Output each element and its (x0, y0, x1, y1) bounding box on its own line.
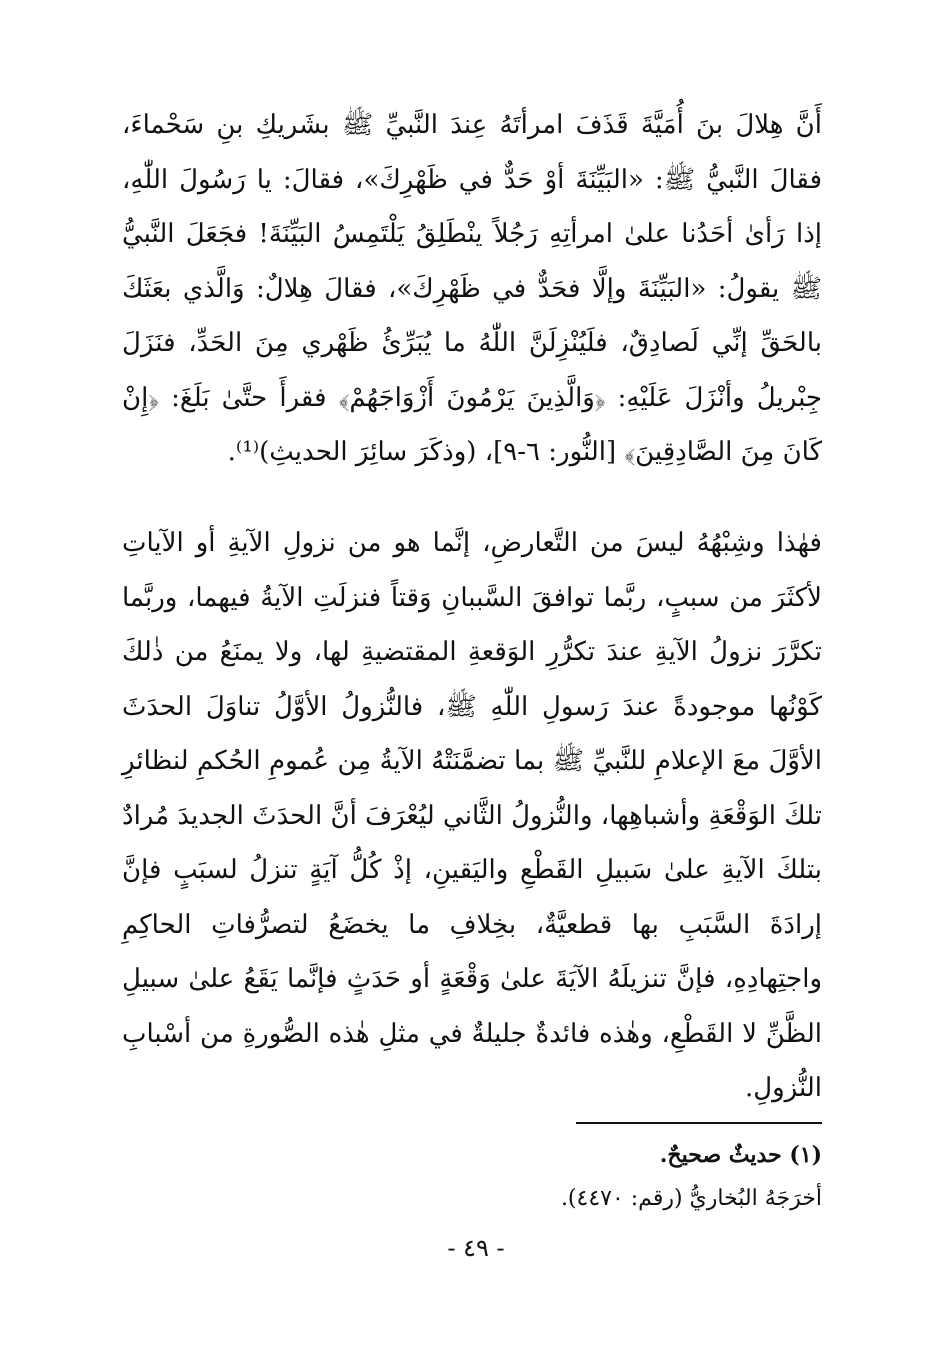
footnote-1-title: (١) حديثٌ صحيحٌ. (659, 1142, 822, 1168)
footnotes-section (122, 1133, 822, 1221)
body-paragraph-hadith: أَنَّ هِلالَ بنَ أُمَيَّةَ قَذَفَ امرأتَهُ عِندَ النَّبيِّ ﷺ بشَريكِ بنِ سَحْماءَ، فقالَ النَّبيُّ ﷺ: «البَيِّنَةَ أوْ حَدٌّ في ظَهْرِكَ»، فقالَ: يا رَسُولَ اللّٰهِ، إذا رَأىٰ أحَدُنا علىٰ امرأتِهِ رَجُلاً ينْطَلِقُ يَلْتَمِسُ البَيِّنَةَ! فجَعَلَ النَّبيُّ ﷺ يقولُ: «البَيِّنَةَ وإلَّا فحَدٌّ في ظَهْرِكَ»، فقالَ هِلالٌ: وَالَّذي بعَثَكَ بالحَقِّ إنِّي لَصادِقٌ، فلَيُنْزِلَنَّ اللّٰهُ ما يُبَرِّئُ ظَهْري مِنَ الحَدِّ، فنَزَلَ جِبْريلُ وأنْزَلَ عَلَيْهِ: ﴿وَالَّذِينَ يَرْمُونَ أَزْوَاجَهُمْ﴾ فقرأَ حتَّىٰ بَلَغَ: ﴿إِنْ كَانَ مِنَ الصَّادِقِينَ﴾ [النُّور: ٦-٩]، (وذكَرَ سائِرَ الحديثِ)⁽¹⁾. (122, 110, 822, 467)
page-number: - ٤٩ - (447, 1234, 505, 1262)
footnote-separator (576, 1122, 822, 1124)
footnote-1-source: أخرَجَهُ البُخاريُّ (رقم: ٤٤٧٠). (560, 1186, 822, 1211)
body-paragraph-commentary: فهٰذا وشِبْهُهُ ليسَ من التَّعارضِ، إنَّما هو من نزولِ الآيةِ أو الآياتِ لأكثَرَ من سببٍ، ربَّما توافقَ السَّببانِ وَقتاً فنزلَتِ الآيةُ فيهما، وربَّما تكرَّرَ نزولُ الآيةِ عندَ تكرُّرِ الوَقعةِ المقتضيةِ لها، ولا يمنَعُ من ذٰلكَ كَوْنُها موجودةً عندَ رَسولِ اللّٰهِ ﷺ، فالنُّزولُ الأوَّلُ تناوَلَ الحدَثَ الأوَّلَ معَ الإعلامِ للنَّبيِّ ﷺ بما تضمَّنَتْهُ الآيةُ مِن عُمومِ الحُكمِ لنظائرِ تلكَ الوَقْعَةِ وأشباهِها، والنُّزولُ الثَّاني ليُعْرَفَ أنَّ الحدَثَ الجديدَ مُرادٌ بتلكَ الآيةِ علىٰ سَبيلِ القَطْعِ واليَقينِ، إذْ كُلُّ آيَةٍ تنزلُ لسبَبٍ فإنَّ إرادَةَ السَّبَبِ بها قطعيَّةٌ، بخِلافِ ما يخضَعُ لتصرُّفاتِ الحاكِمِ واجتِهادِهِ، فإنَّ تنزيلَهُ الآيَةَ علىٰ وَقْعَةٍ أو حَدَثٍ فإنَّما يَقَعُ علىٰ سبيلِ الظَّنِّ لا القَطْعِ، وهٰذه فائدةٌ جليلةٌ في مثلِ هٰذه الصُّورةِ من أسْبابِ النُّزولِ. (122, 528, 822, 1103)
